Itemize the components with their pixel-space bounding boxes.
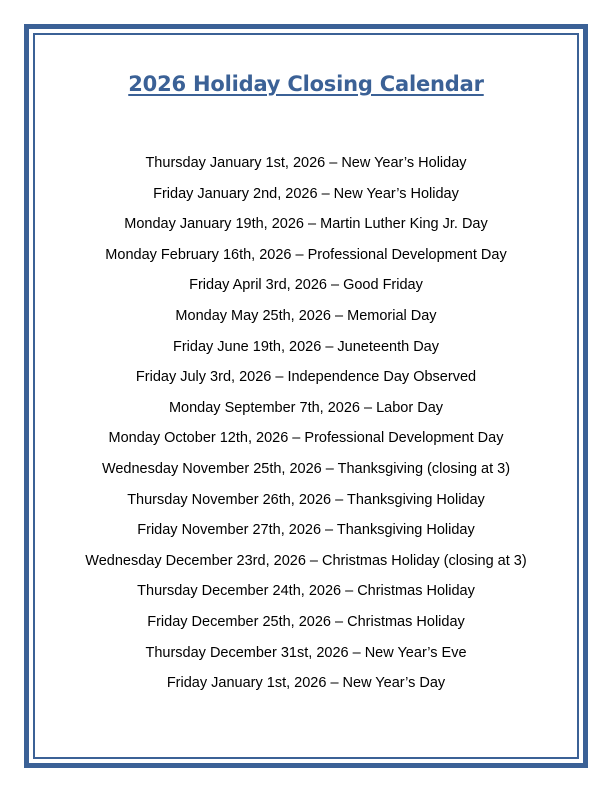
page-title: 2026 Holiday Closing Calendar <box>128 72 484 96</box>
holiday-item: Thursday December 24th, 2026 – Christmas Holiday <box>137 583 475 600</box>
holiday-item: Thursday November 26th, 2026 – Thanksgiving Holiday <box>127 491 485 508</box>
holiday-item: Wednesday December 23rd, 2026 – Christmas Holiday (closing at 3) <box>85 552 527 569</box>
holiday-item: Friday June 19th, 2026 – Juneteenth Day <box>172 338 439 355</box>
holiday-item: Friday December 25th, 2026 – Christmas Holiday <box>147 613 465 630</box>
holiday-list <box>0 153 612 704</box>
holiday-item: Friday November 27th, 2026 – Thanksgiving Holiday <box>137 522 475 539</box>
holiday-item: Monday October 12th, 2026 – Professional Development Day <box>108 430 504 447</box>
holiday-item: Wednesday November 25th, 2026 – Thanksgiving (closing at 3) <box>101 460 511 477</box>
holiday-item: Monday May 25th, 2026 – Memorial Day <box>175 307 437 324</box>
holiday-item: Thursday December 31st, 2026 – New Year’s Eve <box>145 644 467 661</box>
holiday-item: Monday September 7th, 2026 – Labor Day <box>168 399 444 416</box>
holiday-item: Monday February 16th, 2026 – Professional Development Day <box>105 246 507 263</box>
holiday-item: Friday July 3rd, 2026 – Independence Day Observed <box>135 369 477 386</box>
holiday-item: Thursday January 1st, 2026 – New Year’s Holiday <box>145 155 467 171</box>
holiday-item: Friday January 1st, 2026 – New Year’s Day <box>166 675 446 692</box>
holiday-item: Friday January 2nd, 2026 – New Year’s Holiday <box>153 185 459 202</box>
holiday-item: Monday January 19th, 2026 – Martin Luther King Jr. Day <box>124 216 488 233</box>
holiday-item: Friday April 3rd, 2026 – Good Friday <box>189 277 423 294</box>
